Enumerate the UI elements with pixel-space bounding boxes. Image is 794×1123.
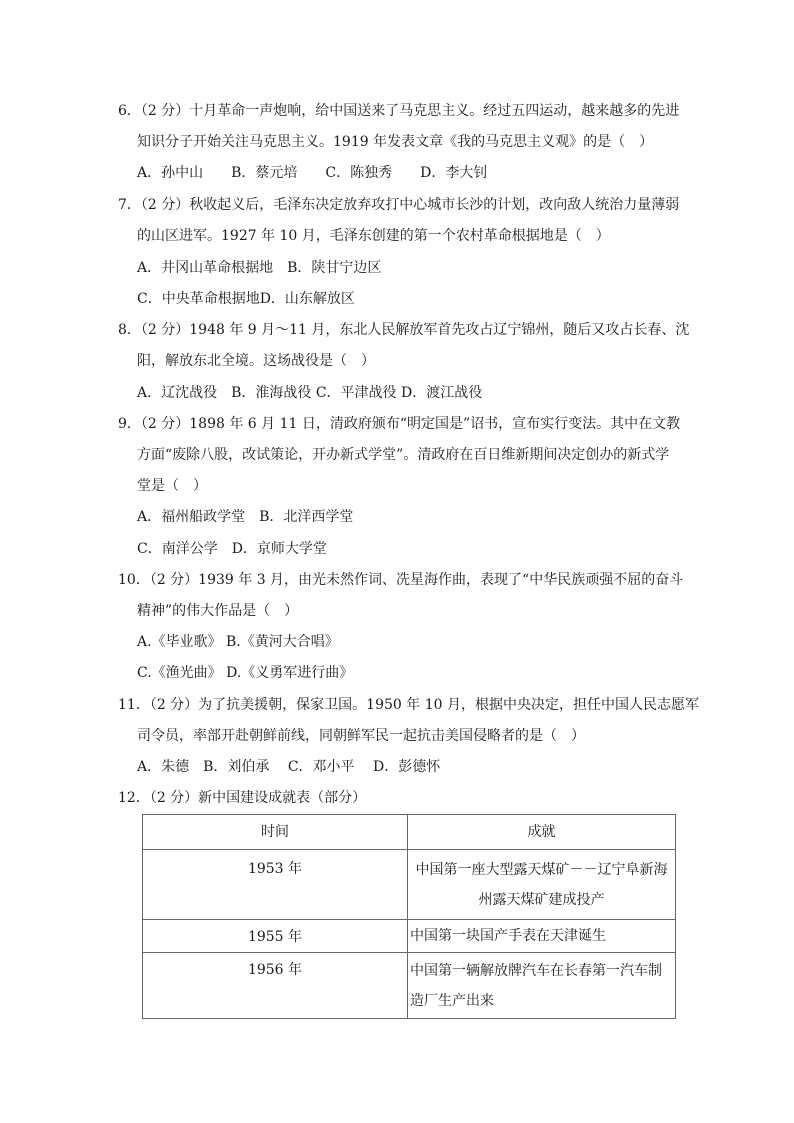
question-10-options-line-1: A.《毕业歌》 B.《黄河大合唱》 bbox=[137, 634, 339, 650]
table-row bbox=[143, 920, 676, 953]
table-cell-year bbox=[143, 953, 408, 1019]
question-12-stem: 12．（2 分）新中国建设成就表（部分） bbox=[118, 790, 367, 806]
question-9-stem-line-1: 9．（2 分）1898 年 6 月 11 日，清政府颁布“明定国是”诏书，宣布实行变法。其中在文教 bbox=[118, 416, 681, 432]
question-6-options: A．孙中山 B．蔡元培 C．陈独秀 D．李大钊 bbox=[137, 165, 488, 181]
question-10-stem-line-1: 10．（2 分）1939 年 3 月，由光未然作词、冼星海作曲，表现了“中华民族顽强不屈的奋斗 bbox=[118, 572, 684, 588]
question-11-options: A．朱德 B．刘伯承 C．邓小平 D．彭德怀 bbox=[137, 759, 441, 775]
question-8-options: A．辽沈战役 B．淮海战役 C．平津战役 D．渡江战役 bbox=[137, 385, 483, 401]
question-7-stem-line-1: 7．（2 分）秋收起义后，毛泽东决定放弃攻打中心城市长沙的计划，改向敌人统治力量薄弱 bbox=[118, 197, 680, 213]
question-11-stem-line-2: 司令员，率部开赴朝鲜前线，同朝鲜军民一起抗击美国侵略者的是（ ） bbox=[137, 728, 585, 744]
achievement-line: 中国第一块国产手表在天津诞生 bbox=[410, 928, 606, 944]
achievement-line: 中国第一座大型露天煤矿－－辽宁阜新海 bbox=[415, 861, 668, 878]
question-9-options-line-1: A．福州船政学堂 B．北洋西学堂 bbox=[137, 509, 354, 525]
question-9-options-line-2: C．南洋公学 D．京师大学堂 bbox=[137, 541, 327, 557]
table-cell-year bbox=[143, 920, 408, 953]
table-cell-year bbox=[143, 850, 408, 920]
table-cell-achievement bbox=[408, 953, 676, 1019]
question-8-stem-line-2: 阳，解放东北全境。这场战役是（ ） bbox=[137, 353, 375, 369]
question-8-stem-line-1: 8．（2 分）1948 年 9 月～11 月，东北人民解放军首先攻占辽宁锦州，随后又攻占长春、沈 bbox=[118, 322, 690, 338]
table-header-time: 时间 bbox=[143, 815, 408, 850]
year-text: 1953 年 bbox=[247, 861, 303, 877]
table-row bbox=[143, 953, 676, 1019]
question-6-stem-line-2: 知识分子开始关注马克思主义。1919 年发表文章《我的马克思主义观》的是（ ） bbox=[137, 134, 654, 150]
question-7-stem-line-2: 的山区进军。1927 年 10 月，毛泽东创建的第一个农村革命根据地是（ ） bbox=[137, 228, 610, 244]
achievement-line: 造厂生产出来 bbox=[410, 992, 494, 1009]
question-7-options-line-1: A．井冈山革命根据地 B．陕甘宁边区 bbox=[137, 260, 382, 276]
question-10-stem-line-2: 精神”的伟大作品是（ ） bbox=[137, 603, 299, 619]
table-row bbox=[143, 850, 676, 920]
table-cell-achievement bbox=[408, 920, 676, 953]
question-10-options-line-2: C.《渔光曲》 D.《义勇军进行曲》 bbox=[137, 665, 354, 681]
question-7-options-line-2: C．中央革命根据地D．山东解放区 bbox=[137, 291, 355, 307]
question-9-stem-line-3: 堂是（ ） bbox=[137, 478, 207, 494]
table-header-row bbox=[143, 815, 676, 850]
question-6-stem-line-1: 6．（2 分）十月革命一声炮响，给中国送来了马克思主义。经过五四运动，越来越多的先进 bbox=[118, 103, 680, 119]
achievement-line: 州露天煤矿建成投产 bbox=[478, 891, 605, 908]
achievement-line: 中国第一辆解放牌汽车在长春第一汽车制 bbox=[410, 962, 662, 979]
table-header-achievement: 成就 bbox=[408, 815, 676, 850]
year-text: 1955 年 bbox=[247, 929, 303, 945]
year-text: 1956 年 bbox=[247, 962, 303, 978]
question-11-stem-line-1: 11．（2 分）为了抗美援朝，保家卫国。1950 年 10 月，根据中央决定，担任中国人民志愿军 bbox=[118, 697, 699, 713]
construction-achievements-table bbox=[142, 814, 676, 1019]
table-cell-achievement bbox=[408, 850, 676, 920]
question-9-stem-line-2: 方面“废除八股，改试策论，开办新式学堂”。清政府在百日维新期间决定创办的新式学 bbox=[137, 447, 670, 463]
